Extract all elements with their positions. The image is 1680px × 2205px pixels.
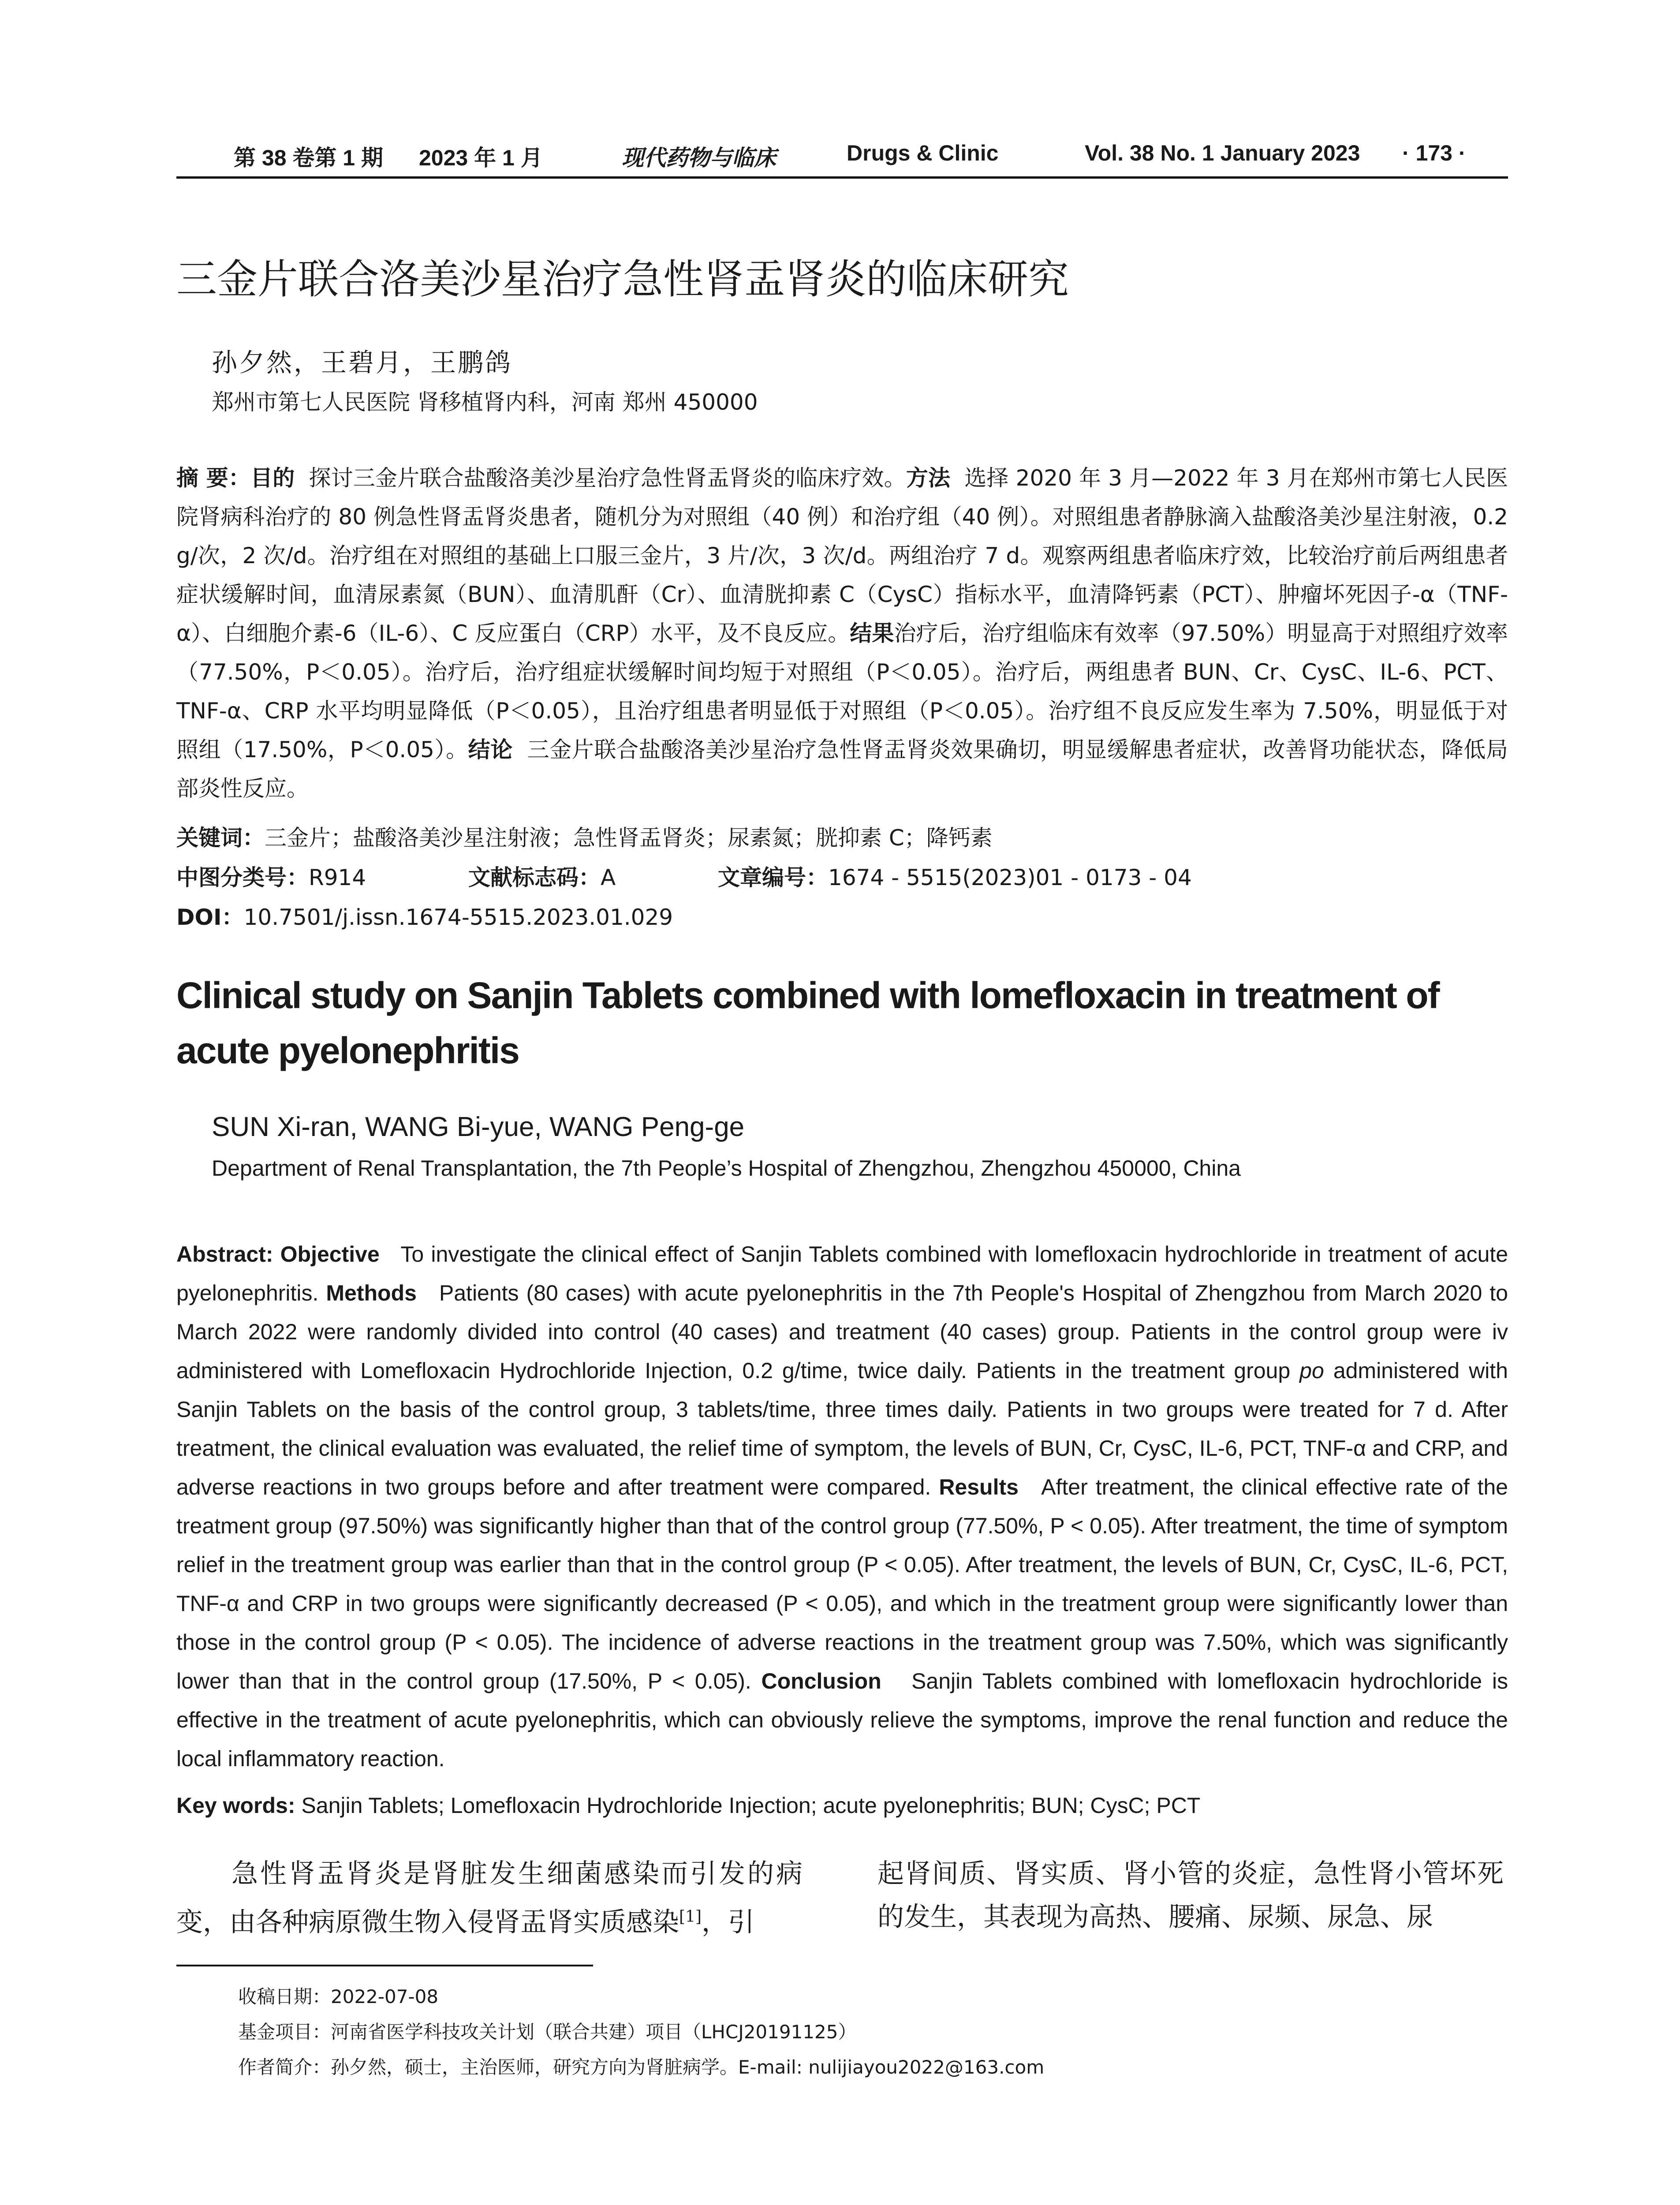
clc-value: R914 (309, 865, 366, 890)
abstract-en-methods-part1: Patients (80 cases) with acute pyelonephritis in the 7th People's Hospital of Zhengzhou from March 2020 to March 2022 were randomly divided into control (40 cases) and treatment (40 cases) group. Patients in the control group were iv administered with Lomefloxacin Hydrochloride Injection, 0.2 g/time, twice daily. Patients in the treatment group (176, 1281, 1508, 1383)
article-number-value: 1674 - 5515(2023)01 - 0173 - 04 (828, 865, 1192, 890)
header-volume-issue: 第 38 卷第 1 期 (234, 146, 383, 170)
keywords-cn (176, 820, 993, 852)
keywords-en (176, 1793, 1508, 1818)
abstract-en-conclusion-label: Conclusion (761, 1669, 881, 1693)
header-page-number: · 173 · (1402, 141, 1466, 165)
abstract-en-conclusion: Sanjin Tablets combined with lomefloxacin hydrochloride is effective in the treatment of acute pyelonephritis, which can obviously relieve the symptoms, improve the renal function and reduce the local inflammatory reaction. (176, 1669, 1508, 1771)
abstract-cn-objective: 探讨三金片联合盐酸洛美沙星治疗急性肾盂肾炎的临床疗效。 (309, 465, 906, 491)
doc-code-label: 文献标志码： (468, 865, 601, 890)
abstract-en-methods-po: po (1299, 1358, 1324, 1383)
doi-value: 10.7501/j.issn.1674-5515.2023.01.029 (243, 904, 673, 930)
body-paragraph-start: 急性肾盂肾炎是肾脏发生细菌感染而引发的病变，由各种病原微生物入侵肾盂肾实质感染 (176, 1858, 803, 1938)
abstract-cn-conclusion: 三金片联合盐酸洛美沙星治疗急性肾盂肾炎效果确切，明显缓解患者症状，改善肾功能状态，降低局部炎性反应。 (176, 737, 1508, 801)
body-column-left (176, 1852, 803, 1944)
abstract-en-results: After treatment, the clinical effective rate of the treatment group (97.50%) was significantly higher than that of the control group (77.50%, P < 0.05). After treatment, the time of symptom relief in the treatment group was earlier than that in the control group (P < 0.05). After treatment, the levels of BUN, Cr, CysC, IL-6, PCT, TNF-α and CRP in two groups were significantly decreased (P < 0.05), and which in the treatment group were significantly lower than those in the control group (P < 0.05). The incidence of adverse reactions in the treatment group was 7.50%, which was significantly lower than that in the control group (17.50%, P < 0.05). (176, 1475, 1508, 1693)
abstract-cn (176, 459, 1508, 808)
abstract-en-results-label: Results (939, 1475, 1019, 1499)
fund-text: 河南省医学科技攻关计划（联合共建）项目（LHCJ20191125） (331, 2021, 857, 2043)
footnote-fund (238, 2018, 857, 2044)
footnote-rule (176, 1965, 593, 1966)
fund-label: 基金项目： (238, 2021, 331, 2043)
keywords-cn-label: 关键词： (176, 825, 265, 851)
clc-label: 中图分类号： (176, 865, 309, 890)
authors-cn: 孙夕然，王碧月，王鹏鸽 (212, 348, 513, 377)
footnote-author (238, 2053, 1044, 2079)
keywords-en-text: Sanjin Tablets; Lomefloxacin Hydrochloride Injection; acute pyelonephritis; BUN; CysC; PCT (301, 1793, 1201, 1818)
body-right-text: 起肾间质、肾实质、肾小管的炎症，急性肾小管坏死的发生，其表现为高热、腰痛、尿频、尿急、尿 (877, 1858, 1504, 1932)
abstract-en-methods-label: Methods (326, 1281, 417, 1305)
body-paragraph-continuation: ，引 (702, 1907, 754, 1938)
abstract-en-objective-label: Objective (280, 1242, 380, 1267)
doc-code-value: A (601, 865, 616, 890)
abstract-cn-objective-label: 目的 (250, 465, 295, 491)
article-title-en: Clinical study on Sanjin Tablets combined with lomefloxacin in treatment of acute pyelonephritis (176, 975, 1439, 1071)
header-volume-en: Vol. 38 No. 1 January 2023 (1085, 141, 1360, 165)
abstract-cn-label: 摘 要： (176, 465, 251, 491)
running-header (176, 140, 1508, 180)
received-label: 收稿日期： (238, 1986, 331, 2007)
abstract-cn-conclusion-label: 结论 (468, 737, 513, 762)
article-title-cn: 三金片联合洛美沙星治疗急性肾盂肾炎的临床研究 (176, 256, 1069, 303)
body-column-right (877, 1852, 1504, 1939)
header-date: 2023 年 1 月 (419, 146, 543, 170)
classification-line (176, 860, 1192, 892)
abstract-en-label: Abstract: (176, 1242, 273, 1267)
header-rule (176, 176, 1508, 179)
article-number-label: 文章编号： (718, 865, 829, 890)
doi-line (176, 900, 673, 931)
abstract-cn-methods-label: 方法 (906, 465, 951, 491)
keywords-en-label: Key words: (176, 1793, 295, 1818)
abstract-cn-methods: 选择 2020 年 3 月—2022 年 3 月在郑州市第七人民医院肾病科治疗的 80 例急性肾盂肾炎患者，随机分为对照组（40 例）和治疗组（40 例）。对照组患者静脉滴入盐酸洛美沙星注射液，0.2 g/次，2 次/d。治疗组在对照组的基础上口服三金片，3 片/次，3 次/d。两组治疗 7 d。观察两组患者临床疗效，比较治疗前后两组患者症状缓解时间，血清尿素氮（BUN）、血清肌酐（Cr）、血清胱抑素 C（CysC）指标水平，血清降钙素（PCT）、肿瘤坏死因子-α（TNF-α）、白细胞介素-6（IL-6）、C 反应蛋白（CRP）水平，及不良反应。 (176, 465, 1508, 646)
authors-en: SUN Xi-ran, WANG Bi-yue, WANG Peng-ge (212, 1112, 745, 1142)
footnote-received (238, 1982, 438, 2009)
doi-label: DOI： (176, 904, 244, 930)
received-date: 2022-07-08 (331, 1986, 439, 2007)
abstract-en-methods-part2: administered with Sanjin Tablets on the basis of the control group, 3 tablets/time, three times daily. Patients in two groups were treated for 7 d. After treatment, the clinical evaluation was evaluated, the relief time of symptom, the levels of BUN, Cr, CysC, IL-6, PCT, TNF-α and CRP, and adverse reactions in two groups before and after treatment were compared. (176, 1358, 1508, 1499)
author-bio-label: 作者简介： (238, 2056, 331, 2078)
citation-ref-1[interactable]: [1] (679, 1908, 702, 1926)
abstract-cn-results-label: 结果 (850, 620, 894, 646)
header-journal-en: Drugs & Clinic (847, 141, 999, 165)
header-journal-cn: 现代药物与临床 (622, 145, 776, 171)
affiliation-en: Department of Renal Transplantation, the 7th People’s Hospital of Zhengzhou, Zhengzhou 450000, China (212, 1156, 1241, 1181)
abstract-en (176, 1235, 1508, 1778)
abstract-en-objective: To investigate the clinical effect of Sanjin Tablets combined with lomefloxacin hydrochloride in treatment of acute pyelonephritis. (176, 1242, 1508, 1305)
author-bio-text: 孙夕然，硕士，主治医师，研究方向为肾脏病学。E-mail: nulijiayou2022@163.com (331, 2056, 1045, 2078)
abstract-cn-results: 治疗后，治疗组临床有效率（97.50%）明显高于对照组疗效率（77.50%，P＜0.05）。治疗后，治疗组症状缓解时间均短于对照组（P＜0.05）。治疗后，两组患者 BUN、Cr、CysC、IL-6、PCT、TNF-α、CRP 水平均明显降低（P＜0.05），且治疗组患者明显低于对照组（P＜0.05）。治疗组不良反应发生率为 7.50%，明显低于对照组（17.50%，P＜0.05）。 (176, 620, 1508, 762)
affiliation-cn: 郑州市第七人民医院 肾移植肾内科，河南 郑州 450000 (212, 389, 758, 415)
keywords-cn-text: 三金片；盐酸洛美沙星注射液；急性肾盂肾炎；尿素氮；胱抑素 C；降钙素 (265, 825, 993, 851)
